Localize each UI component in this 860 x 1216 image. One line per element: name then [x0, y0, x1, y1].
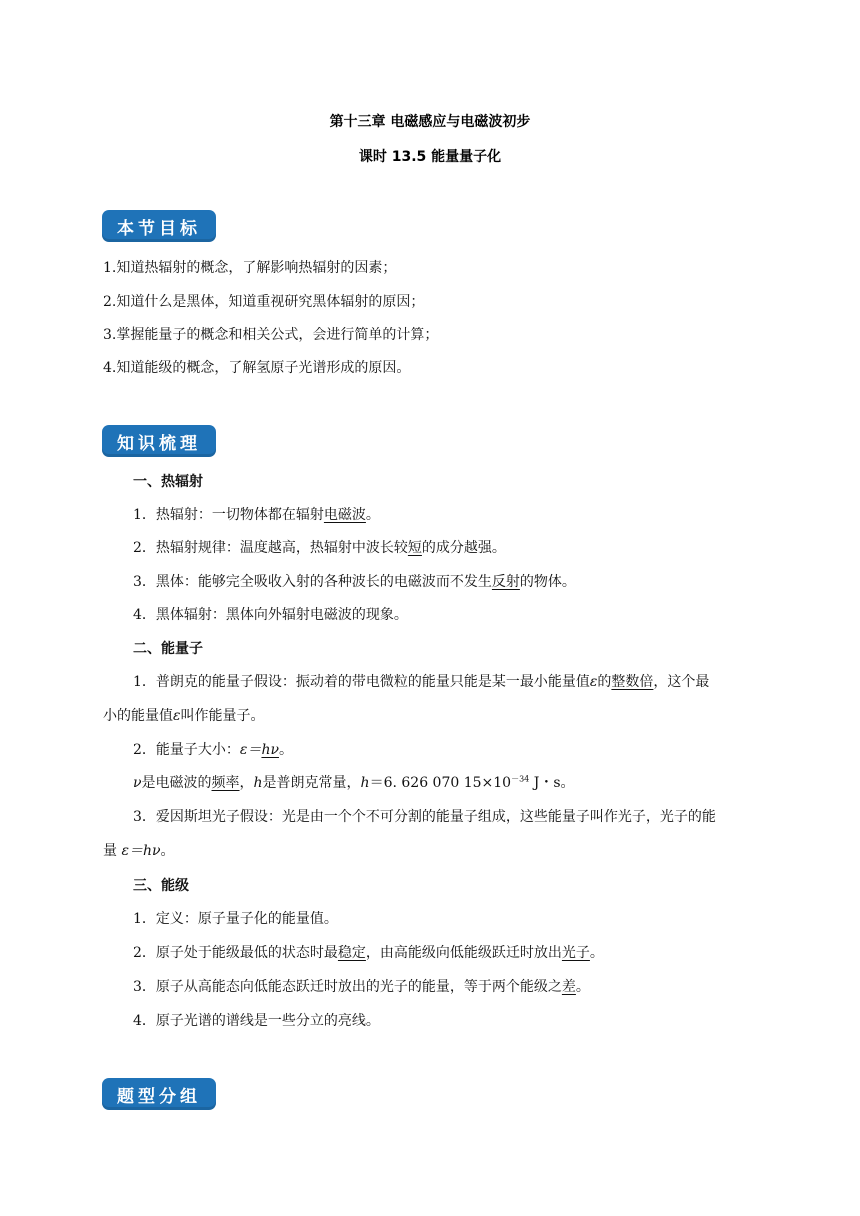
item-text: 。: [160, 843, 175, 859]
item-text: 3．原子从高能态向低能态跃迁时放出的光子的能量，等于两个能级之: [133, 979, 562, 995]
item-text: 2．热辐射规律：温度越高，热辐射中波长较: [133, 540, 408, 556]
knowledge-item: 4．原子光谱的谱线是一些分立的亮线。: [133, 1013, 380, 1029]
answer-blank: 整数倍: [611, 674, 654, 690]
knowledge-item: [133, 672, 793, 692]
symbol-h: h: [360, 775, 370, 791]
knowledge-item: 3．爱因斯坦光子假设：光是由一个个不可分割的能量子组成，这些能量子叫作光子，光子的能: [133, 809, 716, 825]
goal-item-1: 1.知道热辐射的概念，了解影响热辐射的因素；: [103, 260, 397, 276]
symbol-epsilon: ε: [173, 708, 181, 724]
item-text: 1．普朗克的能量子假设：振动着的带电微粒的能量只能是某一最小能量值: [133, 674, 590, 690]
section-heading-energy-quantum: 二、能量子: [133, 641, 203, 657]
answer-blank: 电磁波: [323, 507, 366, 523]
item-text: 是电磁波的: [141, 775, 212, 791]
item-text: 2．原子处于能级最低的状态时最: [133, 945, 338, 961]
item-text: 的成分越强。: [421, 540, 506, 556]
item-text: 小的能量值: [103, 708, 173, 724]
answer-blank: hν: [261, 742, 279, 758]
knowledge-badge: 知识梳理: [102, 425, 216, 457]
item-text: ，由高能级向低能级跃迁时放出: [365, 945, 562, 961]
answer-blank: 光子: [561, 945, 590, 961]
item-text: 3．黑体：能够完全吸收入射的各种波长的电磁波而不发生: [133, 574, 492, 590]
symbol-epsilon: ε: [589, 674, 598, 690]
formula: ε＝hν: [121, 843, 161, 859]
answer-blank: 稳定: [337, 945, 366, 961]
item-text: 的物体。: [519, 574, 576, 590]
knowledge-item-continuation: [103, 706, 763, 726]
knowledge-item: [133, 572, 793, 592]
section-heading-energy-levels: 三、能级: [133, 878, 189, 894]
item-text: 2．能量子大小：: [133, 742, 240, 758]
item-text: ，: [239, 775, 254, 791]
question-groups-badge: 题型分组: [102, 1078, 216, 1110]
item-text: 的: [597, 674, 612, 690]
symbol-h: h: [253, 775, 263, 791]
item-text: J・s。: [529, 775, 575, 791]
formula: ε＝: [239, 742, 262, 758]
item-text: 。: [589, 945, 604, 961]
answer-blank: 短: [407, 540, 422, 556]
knowledge-item: [133, 740, 793, 760]
knowledge-item: 4．黑体辐射：黑体向外辐射电磁波的现象。: [133, 607, 408, 623]
knowledge-item: [133, 538, 793, 558]
symbol-nu: ν: [133, 775, 142, 791]
item-text: 叫作能量子。: [180, 708, 265, 724]
item-text: 。: [365, 507, 380, 523]
answer-blank: 反射: [491, 574, 520, 590]
section-heading-thermal-radiation: 一、热辐射: [133, 474, 203, 490]
chapter-title: 第十三章 电磁感应与电磁波初步: [329, 114, 531, 130]
goal-item-3: 3.掌握能量子的概念和相关公式，会进行简单的计算；: [103, 327, 439, 343]
lesson-title: 课时 13.5 能量量子化: [358, 149, 502, 165]
knowledge-note: [133, 773, 793, 793]
item-text: 。: [278, 742, 293, 758]
knowledge-item-continuation: [103, 841, 763, 861]
answer-blank: 频率: [211, 775, 240, 791]
goals-badge: 本节目标: [102, 210, 216, 242]
knowledge-item: [133, 505, 793, 525]
item-text: ＝6. 626 070 15×10: [369, 775, 512, 791]
goal-item-2: 2.知道什么是黑体，知道重视研究黑体辐射的原因；: [103, 294, 425, 310]
knowledge-item: 1．定义：原子量子化的能量值。: [133, 911, 338, 927]
exponent: －34: [511, 774, 530, 784]
item-text: 。: [575, 979, 590, 995]
knowledge-item: [133, 943, 793, 963]
answer-blank: 差: [561, 979, 576, 995]
item-text: ，这个最: [653, 674, 710, 690]
knowledge-item: [133, 977, 793, 997]
goal-item-4: 4.知道能级的概念，了解氢原子光谱形成的原因。: [103, 360, 411, 376]
item-text: 1．热辐射：一切物体都在辐射: [133, 507, 324, 523]
item-text: 是普朗克常量，: [262, 775, 361, 791]
item-text: 量: [103, 843, 122, 859]
